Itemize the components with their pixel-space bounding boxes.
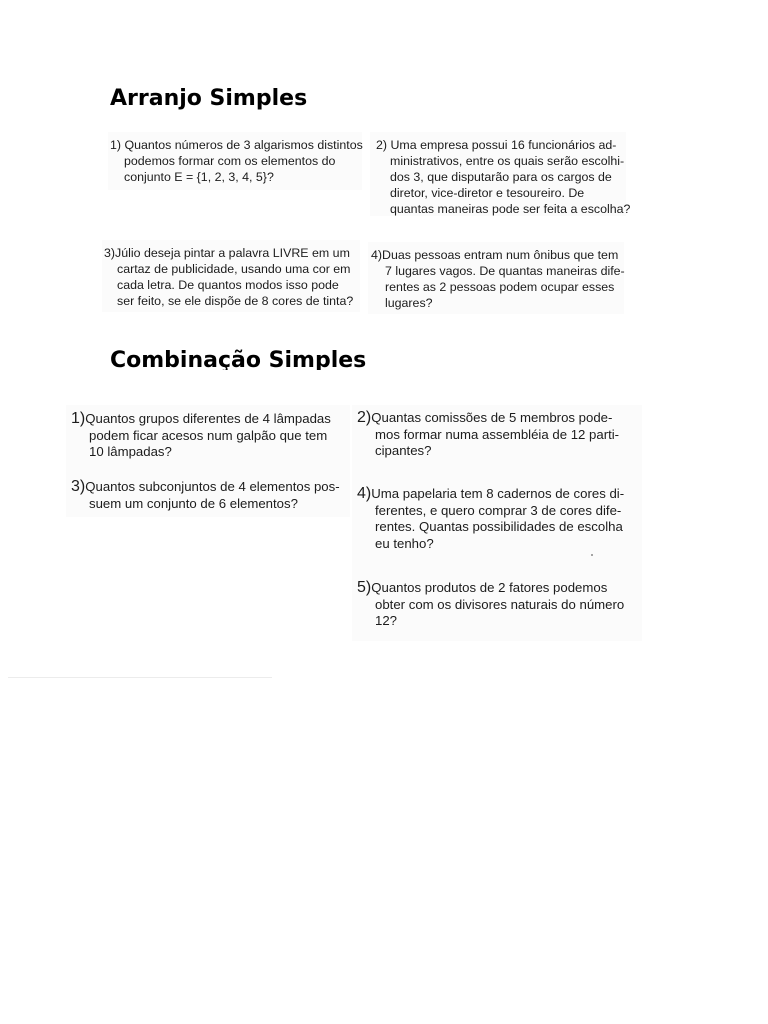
question-text: Uma papelaria tem 8 cadernos de cores di-	[371, 486, 625, 501]
question-text: rentes. Quantas possibilidades de escolha	[375, 519, 623, 535]
question-number: 4)	[371, 248, 383, 262]
question-text: eu tenho?	[375, 535, 434, 551]
question-text: conjunto E = {1, 2, 3, 4, 5}?	[124, 170, 274, 184]
combinacao-question-3	[71, 479, 340, 512]
arranjo-question-1	[110, 137, 363, 185]
question-text: 7 lugares vagos. De quantas maneiras dife-	[385, 264, 625, 278]
scan-speck	[591, 554, 593, 556]
question-text: dos 3, que disputarão para os cargos de	[390, 170, 612, 184]
question-text: diretor, vice-diretor e tesoureiro. De	[390, 186, 585, 200]
question-number: 1)	[71, 410, 86, 427]
combinacao-simples-heading: Combinação Simples	[110, 348, 367, 370]
question-number: 1)	[110, 138, 122, 152]
question-text: ser feito, se ele dispõe de 8 cores de tinta?	[117, 294, 354, 308]
question-text: Uma empresa possui 16 funcionários ad-	[390, 138, 617, 152]
question-text: obter com os divisores naturais do número	[375, 596, 625, 612]
question-number: 2)	[376, 138, 388, 152]
combinacao-question-1	[71, 411, 331, 461]
question-text: ferentes, e quero comprar 3 de cores dife-	[375, 502, 622, 518]
question-text: Quantos números de 3 algarismos distintos	[124, 138, 363, 152]
question-text: 12?	[375, 613, 398, 629]
question-text: podem ficar acesos num galpão que tem	[89, 427, 328, 443]
question-text: Quantas comissões de 5 membros pode-	[371, 410, 613, 425]
question-text: mos formar numa assembléia de 12 parti-	[375, 426, 620, 442]
arranjo-question-4	[371, 247, 625, 311]
combinacao-question-5	[357, 580, 624, 630]
question-text: 10 lâmpadas?	[89, 444, 172, 460]
question-text: Quantos produtos de 2 fatores podemos	[371, 580, 608, 595]
question-text: ministrativos, entre os quais serão escolhi-	[390, 154, 625, 168]
arranjo-question-3	[104, 245, 353, 309]
question-text: Júlio deseja pintar a palavra LIVRE em um	[115, 246, 350, 260]
combinacao-simples-heading-clip	[105, 340, 405, 370]
question-text: cipantes?	[375, 443, 432, 459]
question-text: quantas maneiras pode ser feita a escolha?	[390, 202, 631, 216]
question-number: 2)	[357, 409, 372, 426]
question-text: cada letra. De quantos modos isso pode	[117, 278, 339, 292]
question-text: suem um conjunto de 6 elementos?	[89, 495, 298, 511]
arranjo-question-2	[376, 137, 630, 217]
combinacao-question-2	[357, 410, 619, 460]
question-number: 3)	[104, 246, 116, 260]
question-text: Duas pessoas entram num ônibus que tem	[382, 248, 619, 262]
arranjo-simples-heading: Arranjo Simples	[110, 86, 308, 111]
question-number: 5)	[357, 579, 372, 596]
question-text: podemos formar com os elementos do	[124, 154, 336, 168]
question-text: Quantos grupos diferentes de 4 lâmpadas	[85, 411, 331, 426]
combinacao-question-4	[357, 486, 624, 552]
question-text: lugares?	[385, 296, 433, 310]
question-text: Quantos subconjuntos de 4 elementos pos-	[85, 479, 340, 494]
question-number: 3)	[71, 478, 86, 495]
question-text: rentes as 2 pessoas podem ocupar esses	[385, 280, 615, 294]
page-divider	[8, 677, 272, 678]
question-text: cartaz de publicidade, usando uma cor em	[117, 262, 351, 276]
question-number: 4)	[357, 485, 372, 502]
